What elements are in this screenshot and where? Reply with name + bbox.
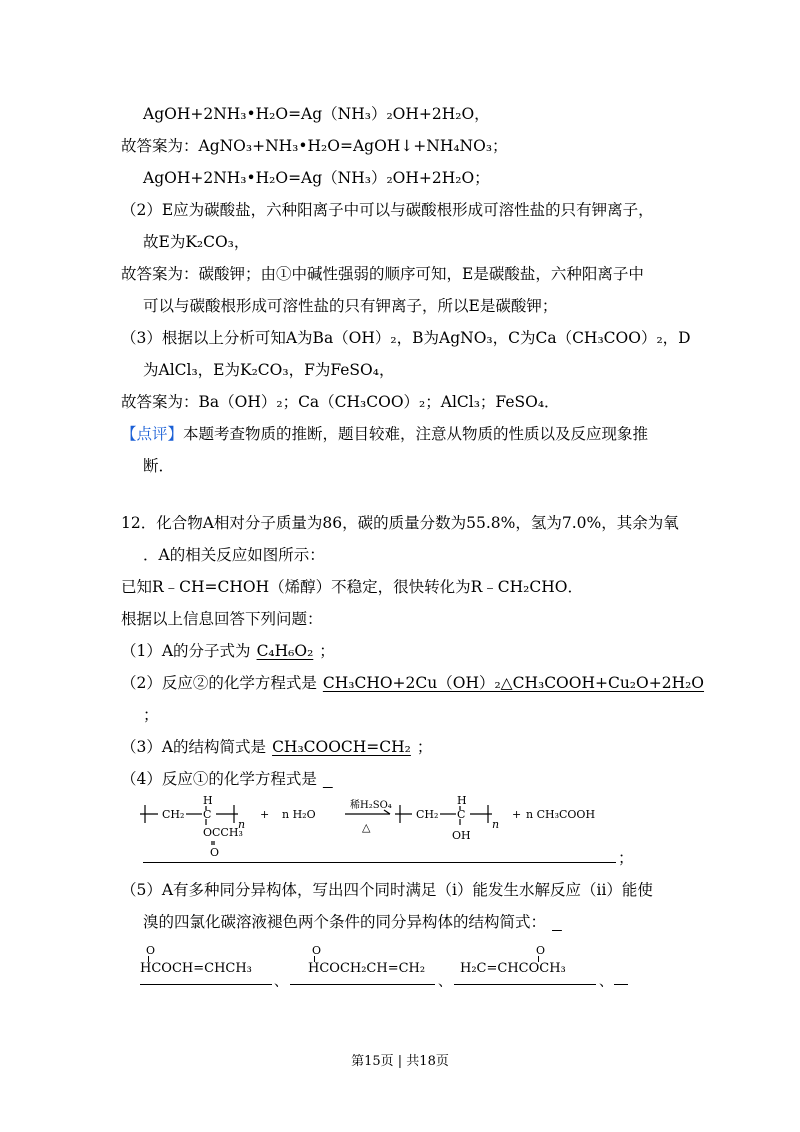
isomer-2-formula: HCOCH₂CH=CH₂ <box>308 961 426 976</box>
rhs-n: n <box>492 818 500 831</box>
isomer-3-rule <box>454 984 596 985</box>
answer-line-4: （2）E应为碳酸盐，六种阳离子中可以与碳酸根形成可溶性盐的只有钾离子， <box>121 201 654 219</box>
part-4-prefix: （4）反应①的化学方程式是 <box>121 770 317 788</box>
part-5-blank <box>546 913 568 931</box>
rhs-chain: CH₂ <box>416 808 439 821</box>
lhs-chain: CH₂ <box>162 808 185 821</box>
hydrolysis-equation <box>140 795 620 865</box>
part-2-prefix: （2）反应②的化学方程式是 <box>121 674 317 692</box>
part-2 <box>121 673 710 693</box>
isomer-answers <box>140 945 640 995</box>
water: n H₂O <box>282 808 316 821</box>
isomer-1-carbonyl-o: O <box>146 944 156 957</box>
part-4-answer-rule <box>143 862 616 863</box>
rhs-oh: OH <box>452 829 471 842</box>
question-12-line-2: ．A的相关反应如图所示： <box>143 546 325 564</box>
lhs-substituent: OCCH₃ <box>203 826 243 839</box>
question-12-line-3: 已知R﹣CH=CHOH（烯醇）不稳定，很快转化为R﹣CH₂CHO． <box>121 578 583 596</box>
part-1-prefix: （1）A的分子式为 <box>121 642 251 660</box>
part-3-answer: CH₃COOCH=CH₂ <box>272 738 411 756</box>
page-footer: 第15页 | 共18页 <box>351 1054 449 1069</box>
isomer-1-rule <box>140 984 272 985</box>
comment-text: 本题考查物质的推断，题目较难，注意从物质的性质以及反应现象推 <box>183 425 649 443</box>
comment-continuation: 断． <box>143 457 175 475</box>
part-3 <box>121 737 432 757</box>
plus-2: + <box>512 808 522 821</box>
part-4-suffix: ； <box>618 849 634 867</box>
part-3-prefix: （3）A的结构简式是 <box>121 738 267 756</box>
acetic-acid: n CH₃COOH <box>526 808 596 821</box>
lhs-n: n <box>238 818 246 831</box>
part-5-line-2 <box>143 912 568 932</box>
lhs-h: H <box>203 795 213 807</box>
answer-line-2: 故答案为：AgNO₃+NH₃•H₂O=AgOH↓+NH₄NO₃； <box>121 137 508 155</box>
condition: 稀H₂SO₄ <box>350 800 392 811</box>
part-1 <box>121 641 335 661</box>
heat-symbol: △ <box>362 821 371 834</box>
part-5-prompt: 溴的四氯化碳溶液褪色两个条件的同分异构体的结构简式： <box>143 913 547 931</box>
answer-line-10: 故答案为：Ba（OH）₂；Ca（CH₃COO）₂；AlCl₃；FeSO₄． <box>121 393 560 411</box>
lhs-carbonyl-o: O <box>210 846 220 859</box>
answer-line-9: 为AlCl₃，E为K₂CO₃，F为FeSO₄， <box>143 361 395 379</box>
comment-line <box>121 424 648 444</box>
answer-line-5: 故E为K₂CO₃， <box>143 233 250 251</box>
isomer-3-formula: H₂C=CHCOCH₃ <box>460 961 566 976</box>
plus-1: + <box>260 808 270 821</box>
part-1-answer: C₄H₆O₂ <box>256 642 314 660</box>
part-4-blank <box>317 770 339 788</box>
answer-line-1: AgOH+2NH₃•H₂O=Ag（NH₃）₂OH+2H₂O， <box>143 105 490 123</box>
answer-line-3: AgOH+2NH₃•H₂O=Ag（NH₃）₂OH+2H₂O； <box>143 169 490 187</box>
isomer-2-carbonyl-o: O <box>312 944 322 957</box>
comment-tag: 【点评】 <box>121 425 184 443</box>
isomer-1-formula: HCOCH=CHCH₃ <box>140 961 252 976</box>
rhs-c: C <box>457 808 466 821</box>
question-12-line-4: 根据以上信息回答下列问题： <box>121 610 323 628</box>
lhs-c: C <box>203 808 212 821</box>
answer-line-6: 故答案为：碳酸钾；由①中碱性强弱的顺序可知，E是碳酸盐，六种阳离子中 <box>121 265 644 283</box>
part-5-line-1: （5）A有多种同分异构体，写出四个同时满足（i）能发生水解反应（ii）能使 <box>121 881 653 899</box>
part-1-suffix: ； <box>319 642 335 660</box>
answer-line-7: 可以与碳酸根形成可溶性盐的只有钾离子，所以E是碳酸钾； <box>143 297 558 315</box>
part-2-answer: CH₃CHO+2Cu（OH）₂△CH₃COOH+Cu₂O+2H₂O <box>322 674 705 692</box>
isomer-3-carbonyl-o: O <box>536 944 546 957</box>
question-12-line-1: 12．化合物A相对分子质量为86，碳的质量分数为55.8%，氢为7.0%，其余为氧 <box>121 514 679 532</box>
rhs-h: H <box>457 795 467 807</box>
separator-2: 、 <box>438 974 452 990</box>
isomer-2-rule <box>290 984 435 985</box>
isomer-4-blank <box>614 984 628 985</box>
answer-line-8: （3）根据以上分析可知A为Ba（OH）₂，B为AgNO₃，C为Ca（CH₃COO）₂，D <box>121 329 691 347</box>
separator-1: 、 <box>274 974 288 990</box>
part-3-suffix: ； <box>416 738 433 756</box>
part-4 <box>121 769 339 789</box>
part-2-suffix: ； <box>143 706 159 724</box>
separator-3: 、 <box>599 974 613 990</box>
